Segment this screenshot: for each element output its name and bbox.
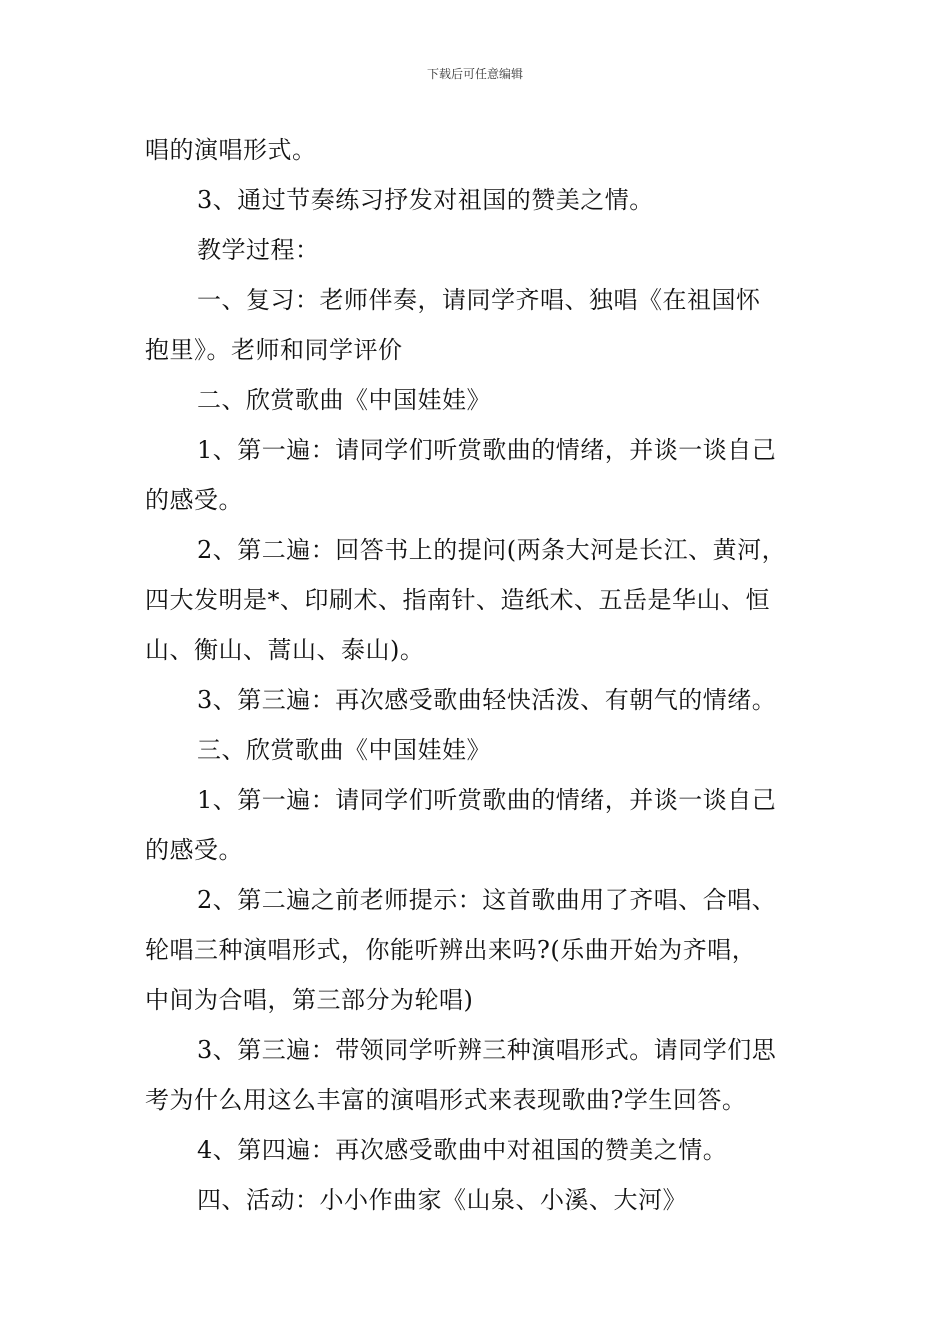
text-line: 考为什么用这么丰富的演唱形式来表现歌曲?学生回答。 [145,1086,747,1114]
text-line: 的感受。 [145,486,243,514]
text-line: 1、第一遍：请同学们听赏歌曲的情绪，并谈一谈自己 [197,436,777,464]
section-heading: 三、欣赏歌曲《中国娃娃》 [197,736,491,764]
page-header: 下载后可任意编辑 [426,67,523,81]
text-line: 唱的演唱形式。 [145,136,317,164]
text-line: 3、第三遍：带领同学听辨三种演唱形式。请同学们思 [197,1036,777,1064]
text-line: 轮唱三种演唱形式，你能听辨出来吗?(乐曲开始为齐唱， [145,936,757,964]
text-line: 中间为合唱，第三部分为轮唱) [145,986,474,1014]
text-line: 2、第二遍之前老师提示：这首歌曲用了齐唱、合唱、 [197,886,777,914]
document-body [145,125,813,1225]
section-heading: 教学过程： [197,236,320,264]
text-line: 四大发明是*、印刷术、指南针、造纸术、五岳是华山、恒 [145,586,770,614]
text-line: 3、第三遍：再次感受歌曲轻快活泼、有朝气的情绪。 [197,686,777,714]
text-line: 2、第二遍：回答书上的提问(两条大河是长江、黄河， [197,536,787,564]
section-heading: 二、欣赏歌曲《中国娃娃》 [197,386,491,414]
text-line: 3、通过节奏练习抒发对祖国的赞美之情。 [197,186,654,214]
text-line: 的感受。 [145,836,243,864]
section-heading: 四、活动：小小作曲家《山泉、小溪、大河》 [197,1186,687,1214]
text-line: 4、第四遍：再次感受歌曲中对祖国的赞美之情。 [197,1136,728,1164]
text-line: 一、复习：老师伴奏，请同学齐唱、独唱《在祖国怀 [197,286,761,314]
text-line: 1、第一遍：请同学们听赏歌曲的情绪，并谈一谈自己 [197,786,777,814]
text-line: 抱里》。老师和同学评价 [145,336,403,364]
text-line: 山、衡山、蒿山、泰山)。 [145,636,425,664]
